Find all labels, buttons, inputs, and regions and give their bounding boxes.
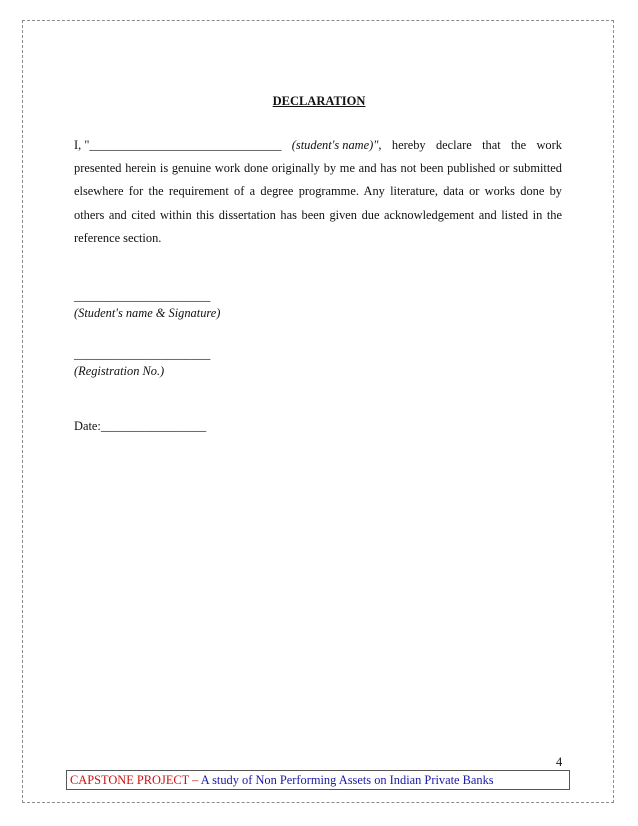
declaration-word: work [536,138,562,152]
registration-label: (Registration No.) [74,364,165,378]
declaration-name-blank: I, "_______________________________ [74,138,282,152]
declaration-word: that [482,138,501,152]
signature-label: (Student's name & Signature) [74,306,221,320]
declaration-line-5: reference section. [74,230,162,245]
footer-project-title: A study of Non Performing Assets on Indian Private Banks [198,773,494,787]
page-number: 4 [556,755,563,769]
footer-project-label: CAPSTONE PROJECT – [70,773,199,787]
declaration-line-3: elsewhere for the requirement of a degree programme. Any literature, data or works done by [74,184,562,199]
declaration-word: the [511,138,527,152]
declaration-word: declare [435,138,472,152]
footer [66,770,570,790]
registration-blank: ______________________ [74,347,211,361]
declaration-name-hint: (student's name)", [291,138,382,152]
declaration-line-2: presented herein is genuine work done originally by me and has not been published or submitted [74,161,562,176]
page-title: DECLARATION [272,94,366,108]
declaration-word: hereby [391,138,426,152]
declaration-line-4: others and cited within this dissertation has been given due acknowledgement and listed in the [74,207,562,222]
declaration-paragraph [74,134,562,250]
declaration-line-1 [74,134,562,157]
signature-blank: ______________________ [74,289,211,303]
date-field: Date:_________________ [74,419,207,433]
